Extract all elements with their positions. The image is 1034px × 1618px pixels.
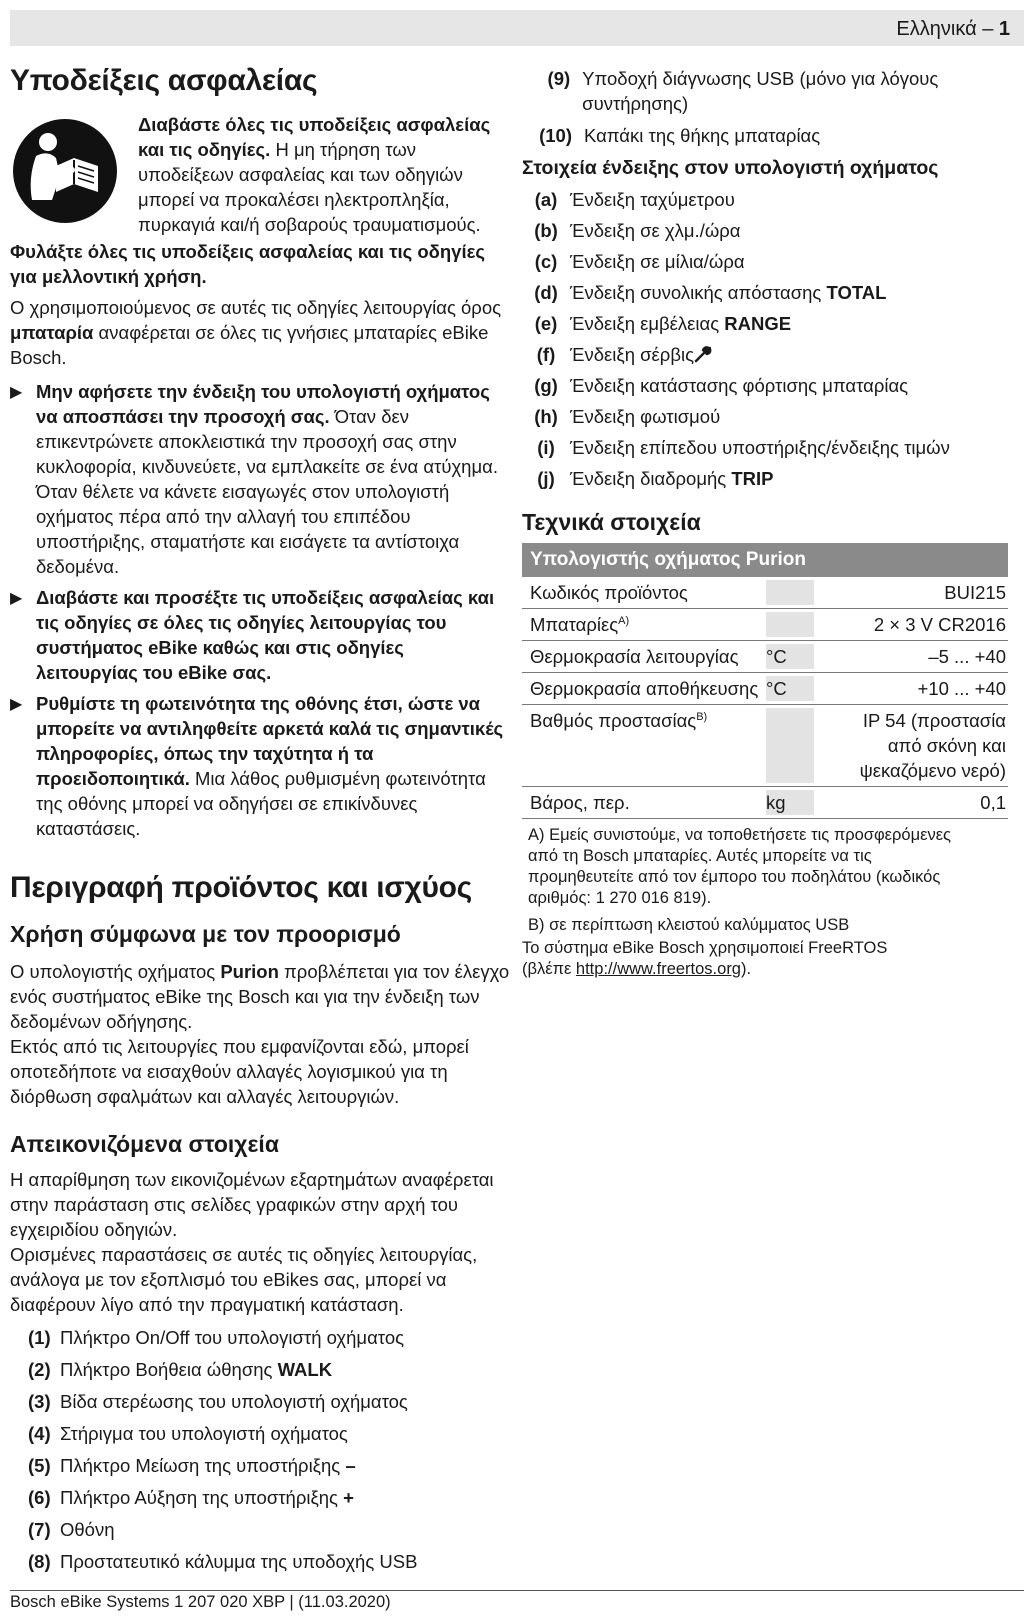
spec-value: 2 × 3 V CR2016 <box>873 614 1006 635</box>
list-item <box>522 373 1024 398</box>
right-column <box>522 62 1024 980</box>
item-key: (d) <box>534 282 558 303</box>
spec-value: IP 54 (προστασία από σκόνη και ψεκαζόμενο νερό) <box>859 710 1006 781</box>
footnote-a: A) Εμείς συνιστούμε, να τοποθετήσετε τις προσφερόμενες από τη Bosch μπαταρίες. Αυτές μπορείτε να τις προμηθευτείτε από τον έμπορο του ποδηλάτου (κωδικός αριθμός: 1 270 016 819). <box>528 826 952 907</box>
bullet-text: Μια λάθος ρυθμισμένη φωτεινότητα της οθόνης μπορεί να οδηγήσει σε επικίνδυνες καταστάσεις. <box>36 768 486 839</box>
freertos-link[interactable]: http://www.freertos.org <box>575 960 741 978</box>
list-item <box>538 66 1024 116</box>
wrench-icon <box>694 345 712 363</box>
component-list-continued <box>538 66 1024 148</box>
item-text: Ένδειξη σέρβις <box>570 344 694 365</box>
item-text: Πλήκτρο Βοήθεια ώθησης <box>60 1359 278 1380</box>
display-elements-title: Στοιχεία ένδειξης στον υπολογιστή οχήματος <box>522 157 939 179</box>
list-item <box>522 311 1024 336</box>
item-text: Στήριγμα του υπολογιστή οχήματος <box>60 1423 348 1444</box>
table-row <box>522 787 1008 819</box>
spec-unit <box>766 580 814 605</box>
item-text: Ένδειξη εμβέλειας <box>570 313 725 334</box>
freertos-post: ). <box>741 960 752 978</box>
footnote-b: B) σε περίπτωση κλειστού καλύμματος USB <box>528 916 850 934</box>
item-key: (a) <box>534 189 558 210</box>
spec-table-header: Υπολογιστής οχήματος Purion <box>522 543 1008 577</box>
header-language: Ελληνικά – <box>896 18 999 40</box>
item-key: (3) <box>28 1391 51 1412</box>
item-text: Οθόνη <box>60 1519 115 1540</box>
item-key: (h) <box>534 406 558 427</box>
spec-unit: kg <box>766 790 814 815</box>
spec-unit: °C <box>766 676 814 701</box>
spec-name-text: Βαθμός προστασίας <box>530 710 697 731</box>
list-item <box>522 218 1024 243</box>
bullet-arrow-icon: ▶ <box>10 384 23 401</box>
list-item <box>28 1485 510 1510</box>
header-bar <box>10 10 1024 46</box>
software-changes-text: Εκτός από τις λειτουργίες που εμφανίζονται εδώ, μπορεί οποτεδήποτε να εισαχθούν αλλαγές λογισμικού για τη διόρθωση σφαλμάτων και αλλαγές λειτουργιών. <box>10 1036 469 1107</box>
item-text: Ένδειξη συνολικής απόστασης <box>570 282 827 303</box>
table-row <box>522 609 1008 641</box>
bullet-bold: Μην αφήσετε την ένδειξη του υπολογιστή οχήματος να αποσπάσει την προσοχή σας. <box>36 381 490 427</box>
freertos-pre: (βλέπε <box>522 960 576 978</box>
list-item <box>28 1389 510 1414</box>
item-key: (5) <box>28 1455 51 1476</box>
safety-bullet <box>10 691 510 841</box>
item-key: (c) <box>534 251 558 272</box>
depicted-text-1: Η απαρίθμηση των εικονιζομένων εξαρτημάτων αναφέρεται στην παράσταση στις σελίδες γραφικών στην αρχή του εγχειριδίου οδηγιών. <box>10 1169 494 1240</box>
list-item <box>522 466 1024 491</box>
list-item <box>526 123 1024 148</box>
item-key: (6) <box>28 1487 51 1508</box>
list-item <box>522 342 1024 367</box>
spec-value: BUI215 <box>944 582 1006 603</box>
spec-unit <box>766 612 814 637</box>
spec-name <box>522 580 766 605</box>
item-text: Ένδειξη ταχύμετρου <box>570 189 735 210</box>
bullet-bold: Ρυθμίστε τη φωτεινότητα της οθόνης έτσι, ώστε να μπορείτε να αντιληφθείτε αρκετά καλά τις σημαντικές πληροφορίες, όπως την ταχύτητα ή τα προειδοποιητικά. <box>36 693 504 789</box>
bullet-arrow-icon: ▶ <box>10 590 23 607</box>
use-post: προβλέπεται για τον έλεγχο ενός συστήματος eBike της Bosch και για την ένδειξη των δεδομένων οδήγησης. <box>10 961 510 1032</box>
item-bold: RANGE <box>724 313 792 334</box>
spec-name-text: Θερμοκρασία λειτουργίας <box>530 646 739 667</box>
bullet-text: Όταν δεν επικεντρώνετε αποκλειστικά την προσοχή σας στην κυκλοφορία, κινδυνεύετε, να εμπλακείτε σε ένα ατύχημα. Όταν θέλετε να κάνετε εισαγωγές στον υπολογιστή οχήματος πέρα από την αλλαγή του επιπέδου υποστήριξης, σταματήστε και εισάγετε τα αντίστοιχα δεδομένα. <box>36 406 498 577</box>
item-bold: + <box>343 1487 354 1508</box>
tech-section <box>522 507 1008 980</box>
intended-use-text <box>10 959 510 1034</box>
item-bold: TRIP <box>731 468 774 489</box>
table-row <box>522 673 1008 705</box>
spec-name <box>522 790 766 815</box>
depicted-title: Απεικονιζόμενα στοιχεία <box>10 1131 279 1157</box>
component-list <box>10 1325 510 1574</box>
spec-name <box>522 676 766 701</box>
item-key: (7) <box>28 1519 51 1540</box>
spec-value: 0,1 <box>980 792 1006 813</box>
list-item <box>522 404 1024 429</box>
item-key: (b) <box>534 220 558 241</box>
footer-divider <box>10 1590 1024 1591</box>
item-text: Βίδα στερέωσης του υπολογιστή οχήματος <box>60 1391 408 1412</box>
item-key: (8) <box>28 1551 51 1572</box>
item-text: Πλήκτρο Αύξηση της υποστήριξης <box>60 1487 344 1508</box>
spec-value: +10 ... +40 <box>917 678 1006 699</box>
item-text: Ένδειξη σε χλμ./ώρα <box>570 220 741 241</box>
use-pre: Ο υπολογιστής οχήματος <box>10 961 221 982</box>
item-text: Προστατευτικό κάλυμμα της υποδοχής USB <box>60 1551 418 1572</box>
item-key: (2) <box>28 1359 51 1380</box>
left-column <box>10 62 510 1581</box>
item-key: (i) <box>537 437 555 458</box>
item-bold: TOTAL <box>826 282 887 303</box>
battery-term-bold: μπαταρία <box>10 322 94 343</box>
spec-name <box>522 708 766 783</box>
depicted-text-2: Ορισμένες παραστάσεις σε αυτές τις οδηγίες λειτουργίας, ανάλογα με τον εξοπλισμό του eBikes σας, μπορεί να διαφέρουν λίγο από την πραγματική κατάσταση. <box>10 1244 478 1315</box>
item-key: (10) <box>539 125 572 146</box>
item-key: (1) <box>28 1327 51 1348</box>
item-key: (j) <box>537 468 555 489</box>
safety-bullet <box>10 379 510 579</box>
list-item <box>522 280 1024 305</box>
use-bold: Purion <box>220 961 279 982</box>
item-key: (9) <box>547 68 571 89</box>
spec-value: –5 ... +40 <box>928 646 1006 667</box>
battery-term-pre: Ο χρησιμοποιούμενος σε αυτές τις οδηγίες λειτουργίας όρος <box>10 297 502 318</box>
list-item <box>522 435 1024 460</box>
safety-intro-text: Η μη τήρηση των υποδείξεων ασφαλείας και των οδηγιών μπορεί να προκαλέσει ηλεκτροπληξία, πυρκαγιά και/ή σοβαρούς τραυματισμούς. <box>138 139 481 235</box>
item-bold: WALK <box>277 1359 333 1380</box>
safety-bullet <box>10 585 510 685</box>
spec-name-text: Κωδικός προϊόντος <box>530 582 688 603</box>
table-row <box>522 577 1008 609</box>
page-header <box>896 17 1010 42</box>
list-item <box>28 1421 510 1446</box>
safety-intro <box>10 112 510 237</box>
spec-sup: A) <box>618 614 630 627</box>
intended-use-title: Χρήση σύμφωνα με τον προορισμό <box>10 921 401 947</box>
spec-sup: B) <box>696 710 708 723</box>
item-key: (g) <box>534 375 558 396</box>
item-key: (4) <box>28 1423 51 1444</box>
item-bold: – <box>345 1455 356 1476</box>
table-row <box>522 641 1008 673</box>
item-text: Ένδειξη επίπεδου υποστήριξης/ένδειξης τιμών <box>570 437 950 458</box>
freertos-note: Το σύστημα eBike Bosch χρησιμοποιεί FreeRTOS <box>522 939 888 957</box>
spec-unit: °C <box>766 644 814 669</box>
freertos-link-line <box>522 959 1008 980</box>
bullet-arrow-icon: ▶ <box>10 696 23 713</box>
spec-name-text: Βάρος, περ. <box>530 792 630 813</box>
list-item <box>28 1325 510 1350</box>
safety-title: Υποδείξεις ασφαλείας <box>10 64 318 97</box>
spec-name-text: Θερμοκρασία αποθήκευσης <box>530 678 759 699</box>
battery-term-post: αναφέρεται σε όλες τις γνήσιες μπαταρίες eBike Bosch. <box>10 322 489 368</box>
list-item <box>28 1549 510 1574</box>
item-text: Καπάκι της θήκης μπαταρίας <box>584 125 821 146</box>
list-item <box>28 1453 510 1478</box>
list-item <box>28 1517 510 1542</box>
item-text: Ένδειξη διαδρομής <box>570 468 732 489</box>
tech-title: Τεχνικά στοιχεία <box>522 509 701 535</box>
page-footer: Bosch eBike Systems 1 207 020 XBP | (11.03.2020) <box>10 1593 391 1611</box>
indicator-list <box>522 187 1024 491</box>
spec-name <box>522 612 766 637</box>
item-text: Ένδειξη κατάστασης φόρτισης μπαταρίας <box>570 375 909 396</box>
keep-instructions: Φυλάξτε όλες τις υποδείξεις ασφαλείας και τις οδηγίες για μελλοντική χρήση. <box>10 241 486 287</box>
safety-intro-bold: Διαβάστε όλες τις υποδείξεις ασφαλείας και τις οδηγίες. <box>138 114 491 160</box>
item-text: Υποδοχή διάγνωσης USB (μόνο για λόγους συντήρησης) <box>582 68 939 114</box>
item-text: Ένδειξη φωτισμού <box>570 406 721 427</box>
page-number: 1 <box>998 18 1010 40</box>
bullet-bold: Διαβάστε και προσέξτε τις υποδείξεις ασφαλείας και τις οδηγίες σε όλες τις οδηγίες λειτουργίας του συστήματος eBike καθώς και στις οδηγίες λειτουργίας του eBike σας. <box>36 587 495 683</box>
spec-unit <box>766 708 814 783</box>
product-title: Περιγραφή προϊόντος και ισχύος <box>10 871 472 904</box>
list-item <box>522 187 1024 212</box>
spec-name <box>522 644 766 669</box>
spec-name-text: Μπαταρίες <box>530 614 619 635</box>
item-text: Πλήκτρο Μείωση της υποστήριξης <box>60 1455 346 1476</box>
read-manual-icon <box>12 118 118 224</box>
list-item <box>522 249 1024 274</box>
table-row <box>522 705 1008 787</box>
item-text: Πλήκτρο On/Off του υπολογιστή οχήματος <box>60 1327 405 1348</box>
battery-term <box>10 295 510 370</box>
item-text: Ένδειξη σε μίλια/ώρα <box>570 251 745 272</box>
list-item <box>28 1357 510 1382</box>
item-key: (f) <box>536 344 556 365</box>
item-key: (e) <box>534 313 558 334</box>
